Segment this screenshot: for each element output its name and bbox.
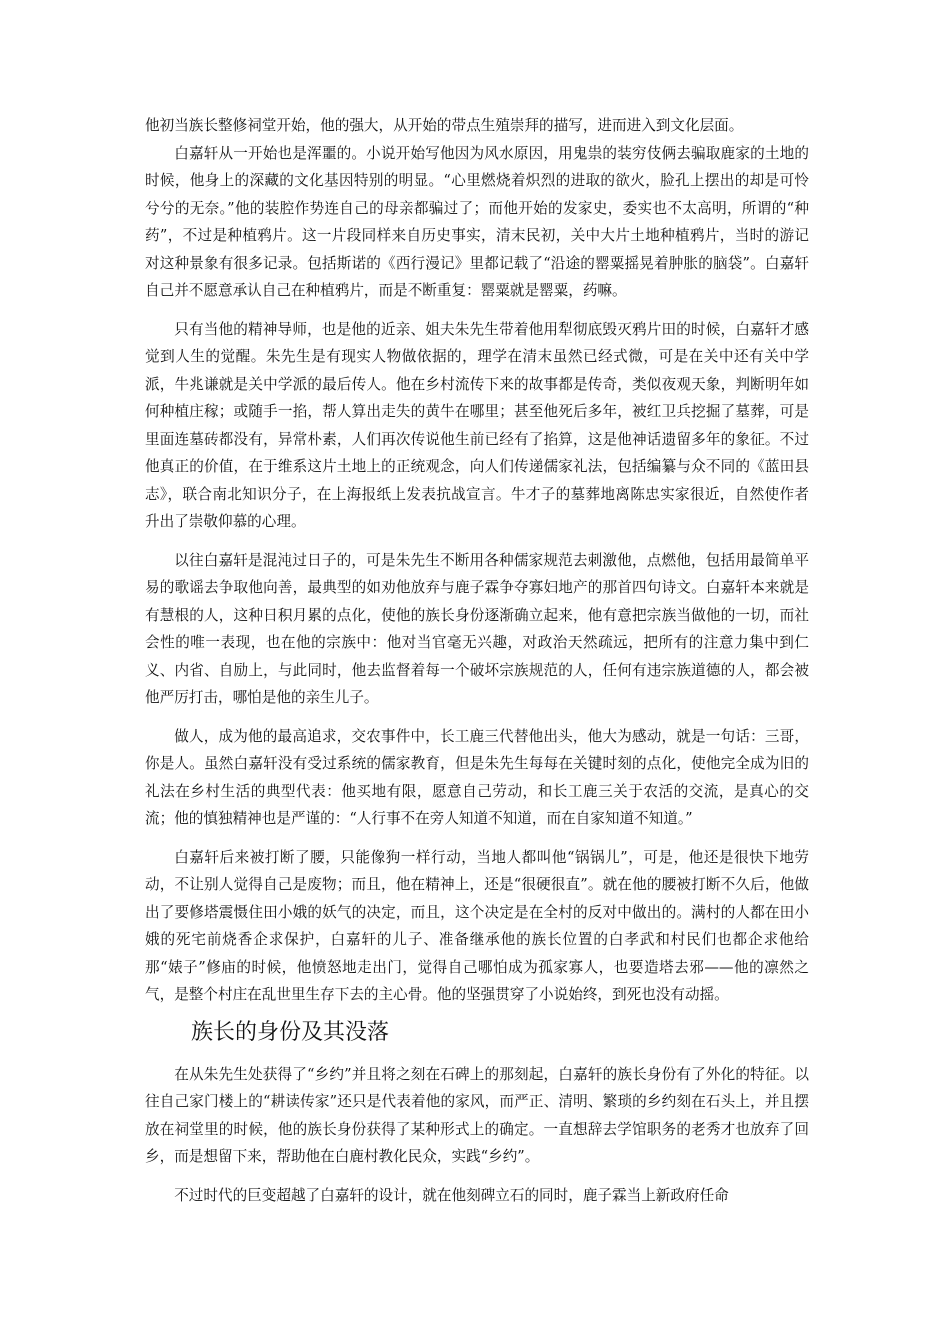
paragraph-baijiaxuan-origins: 白嘉轩从一开始也是浑噩的。小说开始写他因为风水原因，用鬼祟的装穷伎俩去骗取鹿家的土地的时候，他身上的深藏的文化基因特别的明显。“心里燃烧着炽烈的进取的欲火，脸孔上摆出的却是可怜兮兮的无奈。”他的装腔作势连自己的母亲都骗过了；而他开始的发家史，委实也不太高明，所谓的“种药”，不过是种植鸦片。这一片段同样来自历史事实，清末民初，关中大片土地种植鸦片，当时的游记对这种景象有很多记录。包括斯诺的《西行漫记》里都记载了“沿途的罂粟摇晃着肿胀的脑袋”。白嘉轩自己并不愿意承认自己在种植鸦片，而是不断重复：罂粟就是罂粟，药嘛。 bbox=[145, 144, 809, 299]
section-heading: 族长的身份及其没落 bbox=[191, 1019, 390, 1045]
paragraph-xiangyue: 在从朱先生处获得了“乡约”并且将之刻在石碑上的那刻起，白嘉轩的族长身份有了外化的特征。以往自己家门楼上的“耕读传家”还只是代表着他的家风，而严正、清明、繁琐的乡约刻在石头上，并且摆放在祠堂里的时候，他的族长身份获得了某种形式上的确定。一直想辞去学馆职务的老秀才也放弃了回乡，而是想留下来，帮助他在白鹿村教化民众，实践“乡约”。 bbox=[145, 1065, 809, 1165]
paragraph-era-change: 不过时代的巨变超越了白嘉轩的设计，就在他刻碑立石的同时，鹿子霖当上新政府任命 bbox=[174, 1186, 729, 1204]
paragraph-continuation: 他初当族长整修祠堂开始，他的强大，从开始的带点生殖崇拜的描写，进而进入到文化层面。 bbox=[145, 117, 744, 134]
paragraph-being-human: 做人，成为他的最高追求，交农事件中，长工鹿三代替他出头，他大为感动，就是一句话：三哥，你是人。虽然白嘉轩没有受过系统的儒家教育，但是朱先生每每在关键时刻的点化，使他完全成为旧的礼法在乡村生活的典型代表：他买地有限，愿意自己劳动，和长工鹿三关于农活的交流，是真心的交流；他的慎独精神也是严谨的：“人行事不在旁人知道不知道，而在自家知道不知道。” bbox=[145, 727, 809, 827]
paragraph-mr-zhu: 只有当他的精神导师，也是他的近亲、姐夫朱先生带着他用犁彻底毁灭鸦片田的时候，白嘉轩才感觉到人生的觉醒。朱先生是有现实人物做依据的，理学在清末虽然已经式微，可是在关中还有关中学派，牛兆谦就是关中学派的最后传人。他在乡村流传下来的故事都是传奇，类似夜观天象，判断明年如何种植庄稼；或随手一掐，帮人算出走失的黄牛在哪里；甚至他死后多年，被红卫兵挖掘了墓葬，可是里面连墓砖都没有，异常朴素，人们再次传说他生前已经有了掐算，这是他神话遗留多年的象征。不过他真正的价值，在于维系这片土地上的正统观念，向人们传递儒家礼法，包括编纂与众不同的《蓝田县志》，联合南北知识分子，在上海报纸上发表抗战宣言。牛才子的墓葬地离陈忠实家很近，自然使作者升出了崇敬仰慕的心理。 bbox=[145, 320, 809, 530]
document-page bbox=[145, 112, 809, 1209]
paragraph-broken-back: 白嘉轩后来被打断了腰，只能像狗一样行动，当地人都叫他“锅锅儿”，可是，他还是很快下地劳动，不让别人觉得自己是废物；而且，他在精神上，还是“很硬很直”。就在他的腰被打断不久后，他做出了要修塔震慑住田小娥的妖气的决定，而且，这个决定是在全村的反对中做出的。满村的人都在田小娥的死宅前烧香企求保护，白嘉轩的儿子、准备继承他的族长位置的白孝武和村民们也都企求他给那“婊子”修庙的时候，他愤怒地走出门，觉得自己哪怕成为孤家寡人，也要造塔去邪——他的凛然之气，是整个村庄在乱世里生存下去的主心骨。他的坚强贯穿了小说始终，到死也没有动摇。 bbox=[145, 848, 809, 1003]
paragraph-enlightenment: 以往白嘉轩是混沌过日子的，可是朱先生不断用各种儒家规范去刺激他，点燃他，包括用最简单平易的歌谣去争取他向善，最典型的如劝他放弃与鹿子霖争夺寡妇地产的那首四句诗文。白嘉轩本来就是有慧根的人，这种日积月累的点化，使他的族长身份逐渐确立起来，他有意把宗族当做他的一切，而社会性的唯一表现，也在他的宗族中：他对当官毫无兴趣，对政治天然疏远，把所有的注意力集中到仁义、内省、自励上，与此同时，他去监督着每一个破坏宗族规范的人，任何有违宗族道德的人，都会被他严厉打击，哪怕是他的亲生儿子。 bbox=[145, 551, 809, 706]
